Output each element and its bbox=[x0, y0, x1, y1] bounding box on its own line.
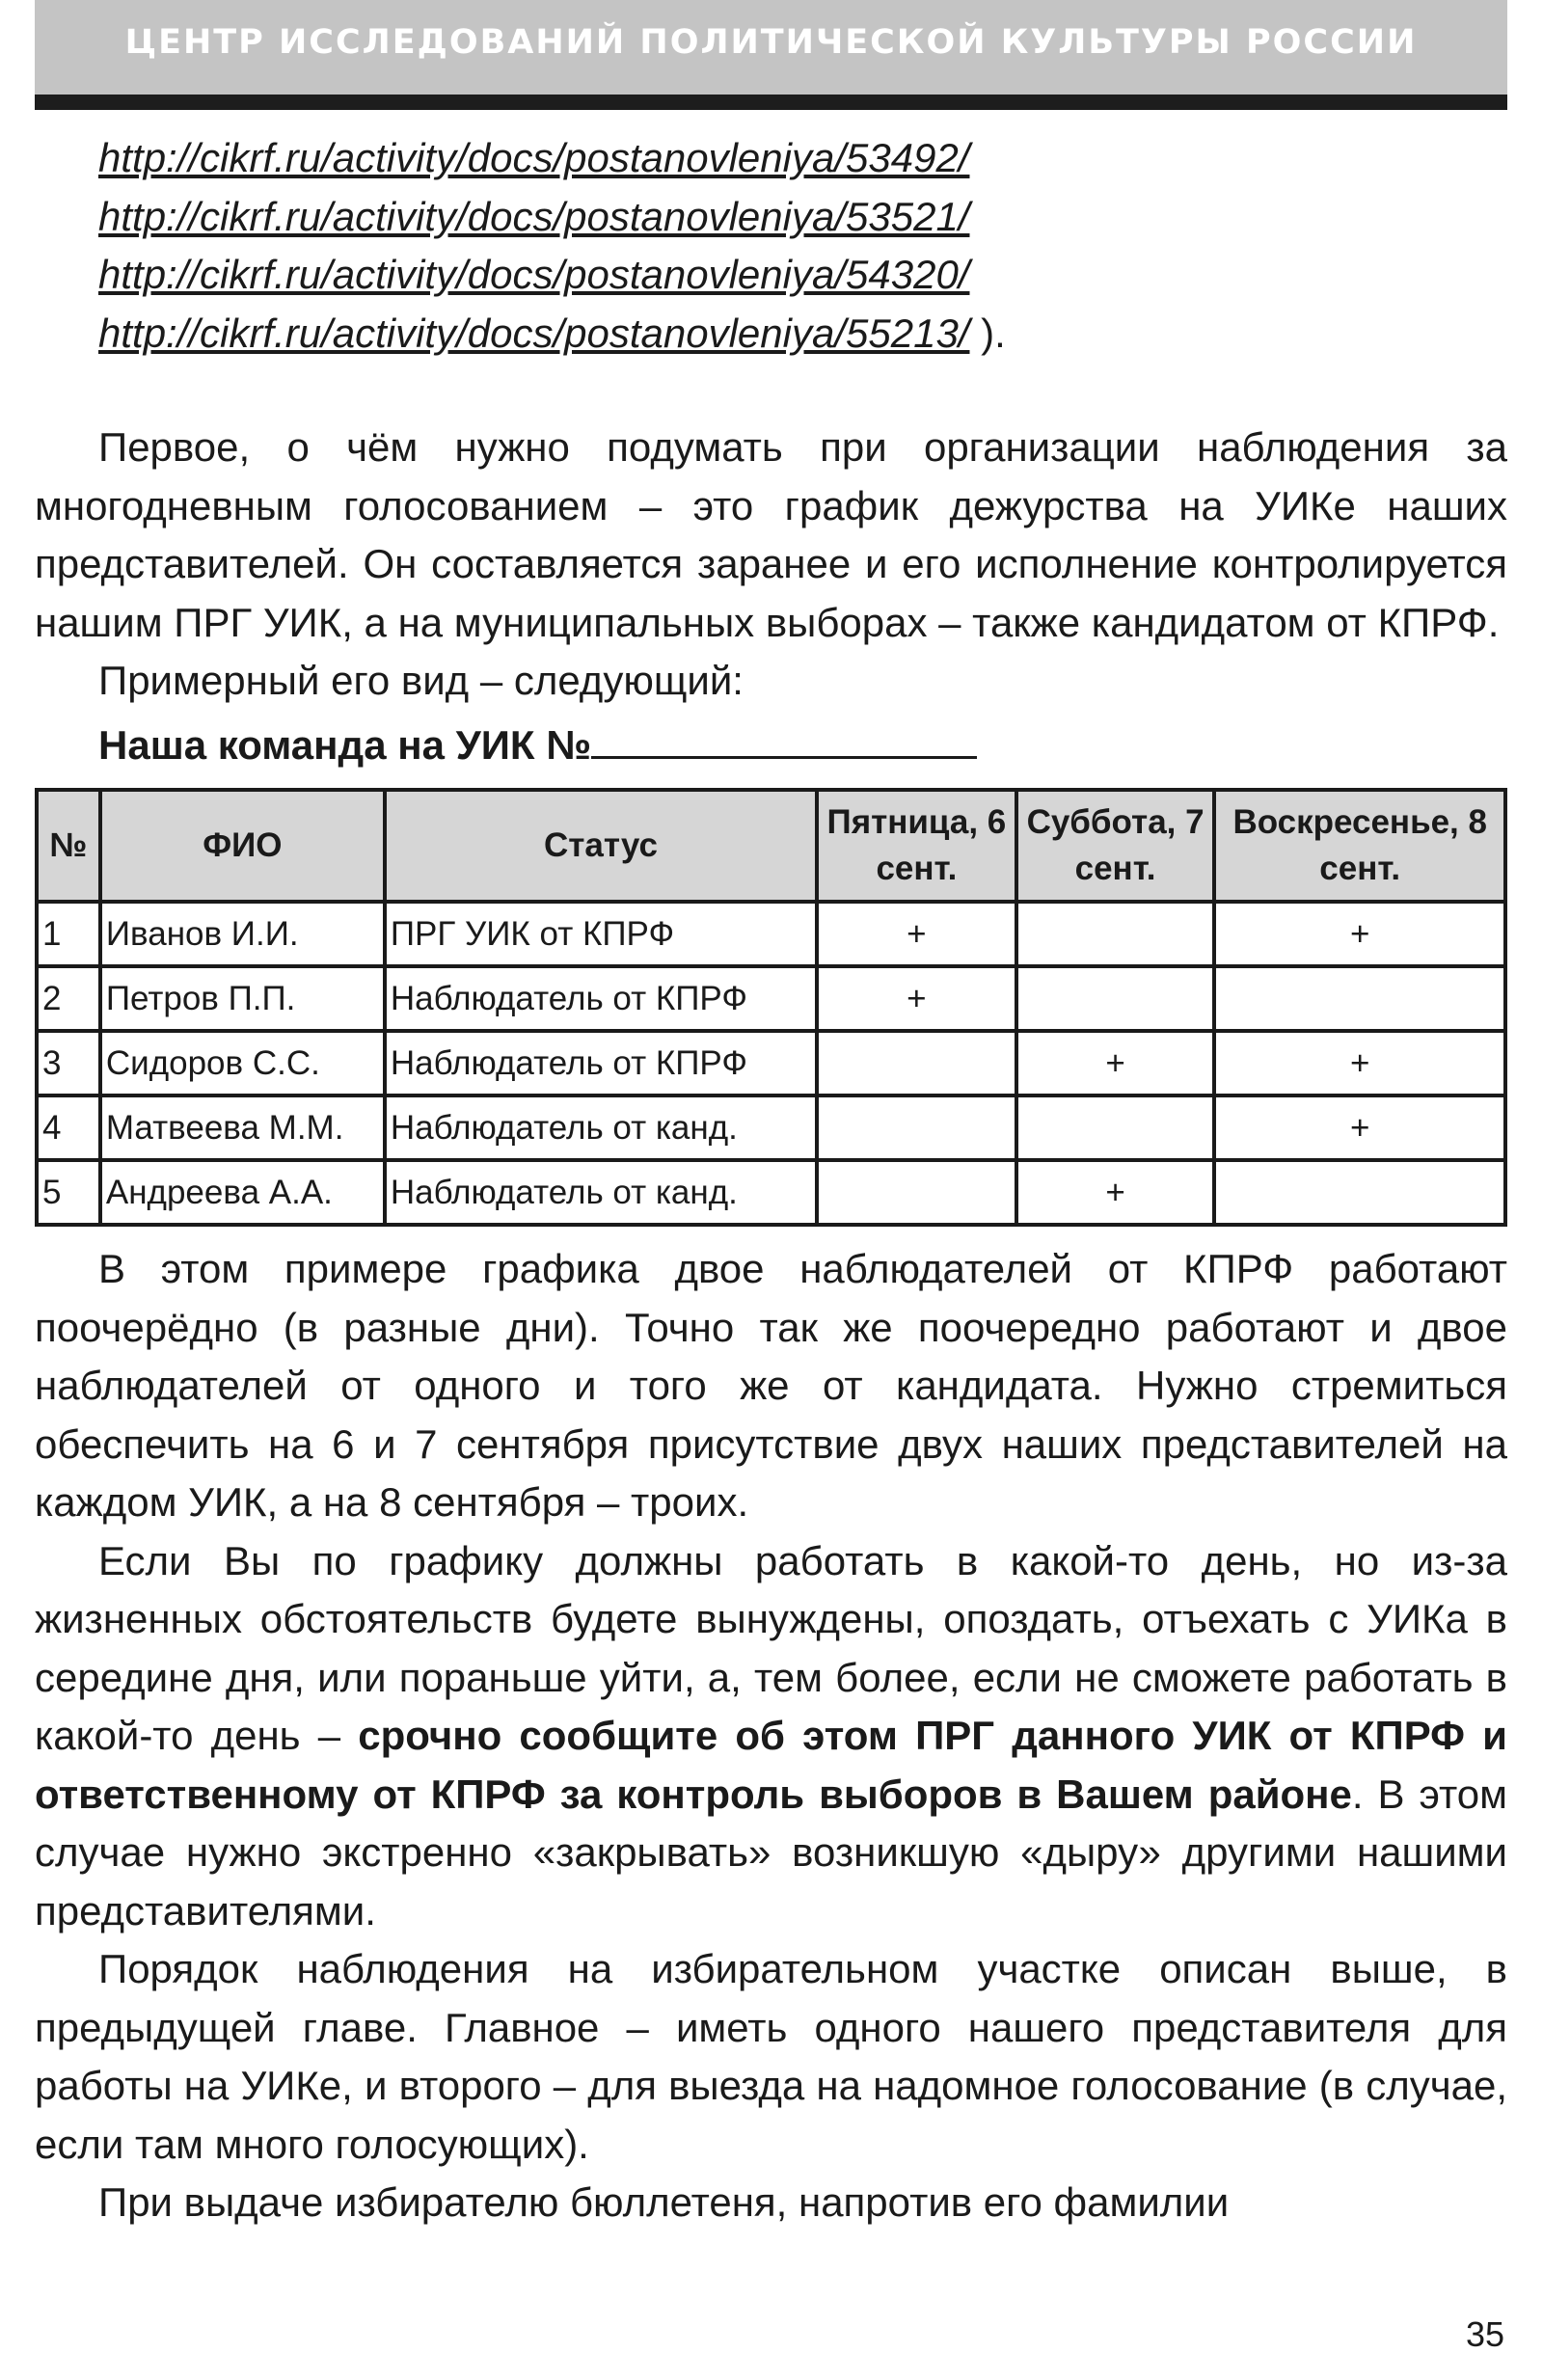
header-divider bbox=[35, 95, 1507, 110]
table-row bbox=[37, 1031, 1505, 1095]
cell-name: Иванов И.И. bbox=[100, 902, 385, 966]
cell-number: 3 bbox=[37, 1031, 100, 1095]
team-heading bbox=[35, 717, 1507, 775]
absence-text-start: Если Вы по графику должны работать в какой-то день, но из-за жизненных обстоятельств будете вынуждены, опоздать, отъехать с УИКа в середине дня, или пораньше уйти, а, тем более, если не сможете работать в какой-то день – bbox=[35, 1537, 1507, 1758]
paragraph-example-intro: Примерный его вид – следующий: bbox=[98, 658, 744, 703]
cell-number: 4 bbox=[37, 1095, 100, 1160]
column-header-status: Статус bbox=[385, 790, 817, 902]
absence-text-end: . В этом случае нужно экстренно «закрывать» возникшую «дыру» другими нашими представителями. bbox=[35, 1771, 1507, 1934]
cell-saturday: + bbox=[1016, 1031, 1215, 1095]
cell-status: Наблюдатель от КПРФ bbox=[385, 966, 817, 1031]
cell-saturday: + bbox=[1016, 1160, 1215, 1225]
cell-name: Петров П.П. bbox=[100, 966, 385, 1031]
cell-status: Наблюдатель от КПРФ bbox=[385, 1031, 817, 1095]
cell-friday: + bbox=[817, 902, 1016, 966]
cell-sunday: + bbox=[1214, 1095, 1505, 1160]
column-header-friday: Пятница, 6 сент. bbox=[817, 790, 1016, 902]
cell-number: 1 bbox=[37, 902, 100, 966]
team-number-blank bbox=[591, 717, 977, 759]
reference-link[interactable]: http://cikrf.ru/activity/docs/postanovleniya/53492/ bbox=[98, 135, 970, 180]
cell-sunday: + bbox=[1214, 1031, 1505, 1095]
cell-saturday bbox=[1016, 966, 1215, 1031]
page-body bbox=[35, 129, 1507, 2232]
column-header-name: ФИО bbox=[100, 790, 385, 902]
cell-friday bbox=[817, 1031, 1016, 1095]
cell-saturday bbox=[1016, 1095, 1215, 1160]
paragraph-example-explanation: В этом примере графика двое наблюдателей от КПРФ работают поочерёдно (в разные дни). Точно так же поочередно работают и двое наблюдателей от одного и того же от кандидата. Нужно стремиться обеспечить на 6 и 7 сентября присутствие двух наших представителей на каждом УИК, а на 8 сентября – троих. bbox=[35, 1246, 1507, 1525]
cell-name: Сидоров С.С. bbox=[100, 1031, 385, 1095]
page-number: 35 bbox=[1465, 2314, 1504, 2354]
column-header-sunday: Воскресенье, 8 сент. bbox=[1214, 790, 1505, 902]
absence-text-emphasis: срочно сообщите об этом ПРГ данного УИК от КПРФ и ответственному от КПРФ за контроль выборов в Вашем районе bbox=[35, 1713, 1507, 1817]
paragraph-ballot-issuing: При выдаче избирателю бюллетеня, напротив его фамилии bbox=[98, 2179, 1230, 2225]
cell-status: Наблюдатель от канд. bbox=[385, 1160, 817, 1225]
links-closing-paren: ). bbox=[969, 310, 1006, 356]
cell-saturday bbox=[1016, 902, 1215, 966]
table-row bbox=[37, 1160, 1505, 1225]
cell-friday bbox=[817, 1160, 1016, 1225]
running-header-title: ЦЕНТР ИССЛЕДОВАНИЙ ПОЛИТИЧЕСКОЙ КУЛЬТУРЫ РОССИИ bbox=[124, 23, 1418, 62]
team-heading-label: Наша команда на УИК № bbox=[98, 721, 592, 768]
cell-sunday bbox=[1214, 1160, 1505, 1225]
cell-status: Наблюдатель от канд. bbox=[385, 1095, 817, 1160]
cell-name: Андреева А.А. bbox=[100, 1160, 385, 1225]
reference-link[interactable]: http://cikrf.ru/activity/docs/postanovleniya/53521/ bbox=[98, 193, 970, 239]
reference-link[interactable]: http://cikrf.ru/activity/docs/postanovleniya/55213/ bbox=[98, 310, 970, 356]
table-row bbox=[37, 902, 1505, 966]
cell-friday bbox=[817, 1095, 1016, 1160]
reference-link[interactable]: http://cikrf.ru/activity/docs/postanovleniya/54320/ bbox=[98, 252, 970, 297]
cell-number: 5 bbox=[37, 1160, 100, 1225]
running-header bbox=[35, 0, 1507, 95]
duty-schedule-table bbox=[35, 788, 1507, 1227]
paragraph-duty-schedule: Первое, о чём нужно подумать при организации наблюдения за многодневным голосованием – это график дежурства на УИКе наших представителей. Он составляется заранее и его исполнение контролируется нашим ПРГ УИК, а на муниципальных выборах – также кандидатом от КПРФ. bbox=[35, 424, 1507, 645]
table-row bbox=[37, 966, 1505, 1031]
paragraph-observation-order: Порядок наблюдения на избирательном участке описан выше, в предыдущей главе. Главное – иметь одного нашего представителя для работы на УИКе, и второго – для выезда на надомное голосование (в случае, если там много голосующих). bbox=[35, 1946, 1507, 2167]
cell-status: ПРГ УИК от КПРФ bbox=[385, 902, 817, 966]
cell-name: Матвеева М.М. bbox=[100, 1095, 385, 1160]
table-row bbox=[37, 1095, 1505, 1160]
cell-sunday: + bbox=[1214, 902, 1505, 966]
cell-number: 2 bbox=[37, 966, 100, 1031]
reference-links bbox=[35, 129, 1507, 363]
column-header-saturday: Суббота, 7 сент. bbox=[1016, 790, 1215, 902]
cell-friday: + bbox=[817, 966, 1016, 1031]
column-header-number: № bbox=[37, 790, 100, 902]
paragraph-absence-notice bbox=[35, 1532, 1507, 1941]
cell-sunday bbox=[1214, 966, 1505, 1031]
table-header-row bbox=[37, 790, 1505, 902]
